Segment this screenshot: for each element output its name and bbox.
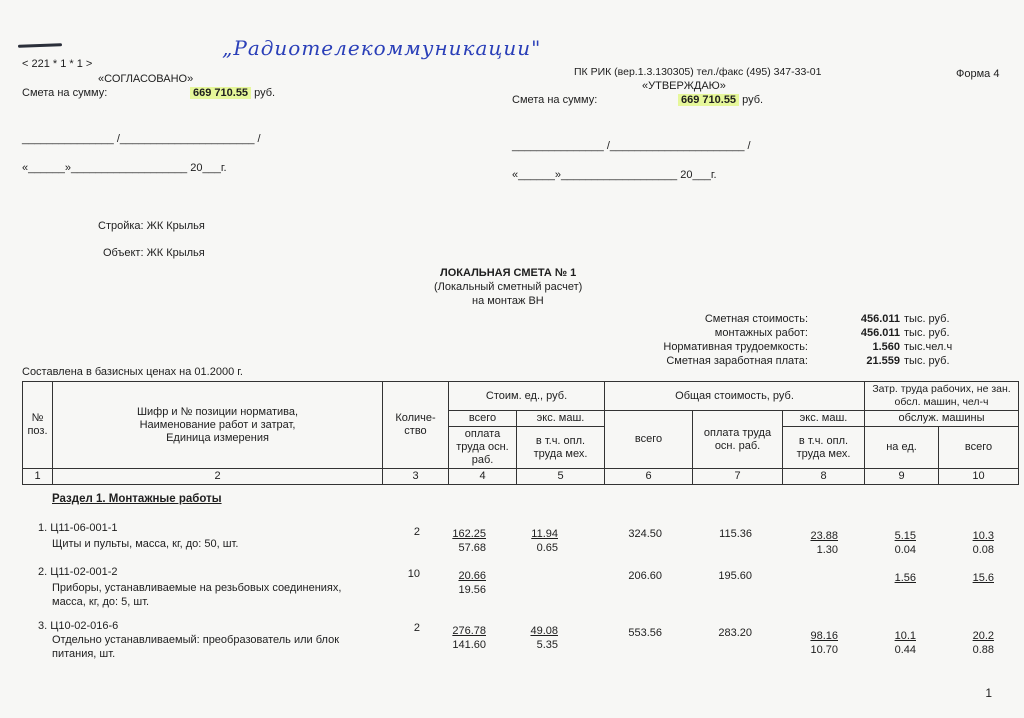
row-total-wage: 195.60 [718,570,752,582]
program-info: ПК РИК (вер.1.3.130305) тел./факс (495) 347-33-01 [574,66,822,78]
page-number: 1 [985,686,992,700]
row-unit-wage: 57.68 [458,542,486,554]
col-number: 1 [23,469,53,485]
col-number: 5 [517,469,605,485]
sum-value-right-number: 669 710.55 [678,94,739,106]
summary-value-1: 456.011 [860,327,900,339]
sum-value-left [190,87,275,99]
row-labor-all-mach: 0.08 [972,544,994,556]
sum-value-left-number: 669 710.55 [190,87,251,99]
date-line-left: «______»___________________ 20___г. [22,162,227,174]
col-number: 2 [53,469,383,485]
th-labor-all: всего [939,427,1019,469]
form-label: Форма 4 [956,68,1000,80]
estimate-title: ЛОКАЛЬНАЯ СМЕТА № 1 [440,267,577,279]
row-qty: 10 [407,568,420,580]
row-labor-all: 10.3 [972,530,994,542]
col-number: 4 [449,469,517,485]
estimate-purpose: на монтаж ВН [472,295,544,307]
row-total-wage: 283.20 [718,627,752,639]
col-number: 9 [865,469,939,485]
row-labor-unit: 10.1 [894,630,916,642]
summary-value-0: 456.011 [860,313,900,325]
row-unit-wage: 19.56 [458,584,486,596]
col-number: 7 [693,469,783,485]
sign-line-right: _______________ /______________________ / [512,140,751,152]
th-per-unit: на ед. [865,427,939,469]
row-total-all: 206.60 [628,570,662,582]
th-serv: обслуж. машины [865,411,1019,427]
th-unit-cost: Стоим. ед., руб. [449,382,605,411]
row-labor-all: 20.2 [972,630,994,642]
th-unit-wage: оплата труда осн. раб. [449,427,517,469]
summary-unit-3: тыс. руб. [904,355,950,367]
object-row [103,247,205,259]
site-value: ЖК Крылья [146,220,205,232]
sign-line-left: _______________ /______________________ / [22,133,261,145]
col-number: 8 [783,469,865,485]
agreed-label: «СОГЛАСОВАНО» [98,73,194,85]
row-name: Щиты и пульты, масса, кг, до: 50, шт. [52,538,239,550]
sum-unit-right: руб. [742,94,764,106]
th-labor: Затр. труда рабочих, не зан. обсл. машин, чел-ч [865,382,1019,411]
row-unit-wage: 141.60 [452,639,486,651]
summary-unit-0: тыс. руб. [904,313,950,325]
summary-label-2: Нормативная трудоемкость: [663,341,808,353]
row-name-cont: масса, кг, до: 5, шт. [52,596,150,608]
summary-value-2: 1.560 [872,341,900,353]
pen-stroke [18,43,62,48]
handwritten-note: „Радиотелекоммуникации" [222,36,542,60]
summary-label-1: монтажных работ: [714,327,808,339]
row-unit-mach-wage: 5.35 [536,639,558,651]
row-total-all: 553.56 [628,627,662,639]
row-labor-all-mach: 0.88 [972,644,994,656]
row-unit-mach: 11.94 [531,528,558,540]
summary-label-3: Сметная заработная плата: [666,355,808,367]
section-title: Раздел 1. Монтажные работы [52,493,222,505]
row-total-mach-wage: 10.70 [810,644,838,656]
sum-label-left: Смета на сумму: [22,87,108,99]
doc-ref: < 221 * 1 * 1 > [22,58,93,70]
summary-value-3: 21.559 [866,355,900,367]
estimate-table-header [22,381,1019,485]
th-total-incl: в т.ч. опл. труда мех. [783,427,865,469]
row-unit-all: 276.78 [452,625,486,637]
row-code: 2. Ц11-02-001-2 [38,566,118,578]
row-name: Отдельно устанавливаемый: преобразователь или блок [52,634,340,646]
row-labor-unit-mach: 0.44 [894,644,916,656]
site-row [98,220,205,232]
summary-label-0: Сметная стоимость: [704,313,808,325]
sum-label-right: Смета на сумму: [512,94,598,106]
th-qty: Количе- ство [383,382,449,469]
row-name: Приборы, устанавливаемые на резьбовых соединениях, [52,582,342,594]
th-unit-incl: в т.ч. опл. труда мех. [517,427,605,469]
row-unit-mach-wage: 0.65 [536,542,558,554]
site-label: Стройка: [98,220,144,232]
row-unit-all: 20.66 [458,570,486,582]
row-unit-mach: 49.08 [530,625,558,637]
row-name-cont: питания, шт. [52,648,116,660]
row-total-mach-wage: 1.30 [816,544,838,556]
th-code: Шифр и № позиции норматива, Наименование работ и затрат, Единица измерения [53,382,383,469]
basis-note: Составлена в базисных ценах на 01.2000 г. [22,366,243,378]
row-total-wage: 115.36 [719,528,752,540]
th-total-mach: экс. маш. [783,411,865,427]
th-total-wage: оплата труда осн. раб. [693,411,783,469]
date-line-right: «______»___________________ 20___г. [512,169,717,181]
th-total-cost: Общая стоимость, руб. [605,382,865,411]
summary-unit-2: тыс.чел.ч [904,341,953,353]
object-label: Объект: [103,247,144,259]
col-number: 10 [939,469,1019,485]
th-unit-mach: экс. маш. [517,411,605,427]
row-labor-all: 15.6 [972,572,994,584]
th-num: № поз. [23,382,53,469]
row-total-mach: 23.88 [810,530,838,542]
row-qty: 2 [413,622,420,634]
row-labor-unit: 5.15 [894,530,916,542]
row-total-all: 324.50 [628,528,662,540]
col-number: 3 [383,469,449,485]
summary-unit-1: тыс. руб. [904,327,950,339]
row-code: 3. Ц10-02-016-6 [38,620,119,632]
col-number: 6 [605,469,693,485]
sum-value-right [678,94,763,106]
row-labor-unit: 1.56 [894,572,916,584]
th-total-all: всего [605,411,693,469]
row-labor-unit-mach: 0.04 [894,544,916,556]
sum-unit-left: руб. [254,87,276,99]
row-qty: 2 [413,526,420,538]
estimate-subtitle: (Локальный сметный расчет) [434,281,583,293]
row-code: 1. Ц11-06-001-1 [38,522,118,534]
approved-label: «УТВЕРЖДАЮ» [642,80,726,92]
row-total-mach: 98.16 [810,630,838,642]
row-unit-all: 162.25 [452,528,486,540]
th-unit-all: всего [449,411,517,427]
object-value: ЖК Крылья [146,247,205,259]
